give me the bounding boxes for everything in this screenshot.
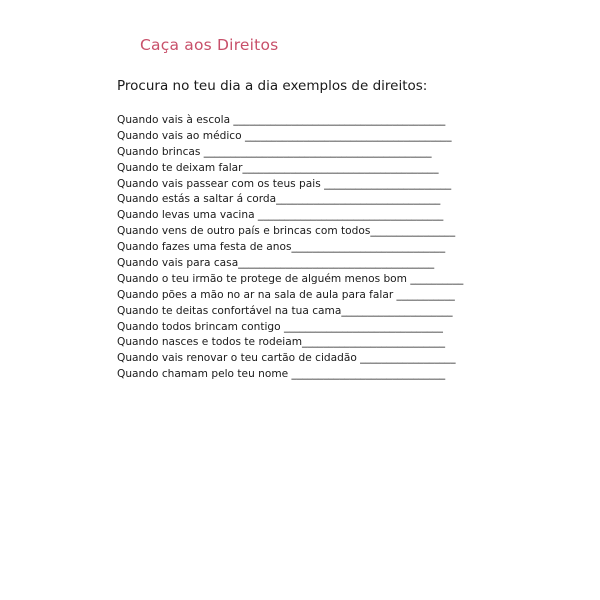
list-item: Quando estás a saltar á corda_______________________________ [117,193,441,206]
page-title: Caça aos Direitos [140,36,279,54]
list-item: Quando te deitas confortável na tua cama_____________________ [117,304,453,317]
list-item: Quando chamam pelo teu nome _____________________________ [117,368,446,381]
list-item: Quando o teu irmão te protege de alguém menos bom __________ [117,272,464,285]
list-item: Quando vais renovar o teu cartão de cidadão __________________ [117,352,456,365]
list-item: Quando nasces e todos te rodeiam___________________________ [117,336,446,349]
list-item: Quando vais passear com os teus pais ________________________ [117,177,452,190]
list-item: Quando vais para casa_____________________________________ [117,257,435,270]
list-item: Quando fazes uma festa de anos_____________________________ [117,241,446,254]
list-item: Quando te deixam falar_____________________________________ [117,161,439,174]
list-item: Quando vens de outro país e brincas com todos________________ [117,225,456,238]
list-item: Quando todos brincam contigo ______________________________ [117,320,443,333]
rights-list [117,113,497,383]
list-item: Quando vais à escola ________________________________________ [117,114,446,126]
list-item: Quando vais ao médico _______________________________________ [117,129,452,142]
list-item: Quando pões a mão no ar na sala de aula para falar ___________ [117,288,455,301]
list-item: Quando levas uma vacina ___________________________________ [117,209,444,222]
list-item: Quando brincas ___________________________________________ [117,145,432,158]
instruction-text: Procura no teu dia a dia exemplos de direitos: [117,78,428,94]
